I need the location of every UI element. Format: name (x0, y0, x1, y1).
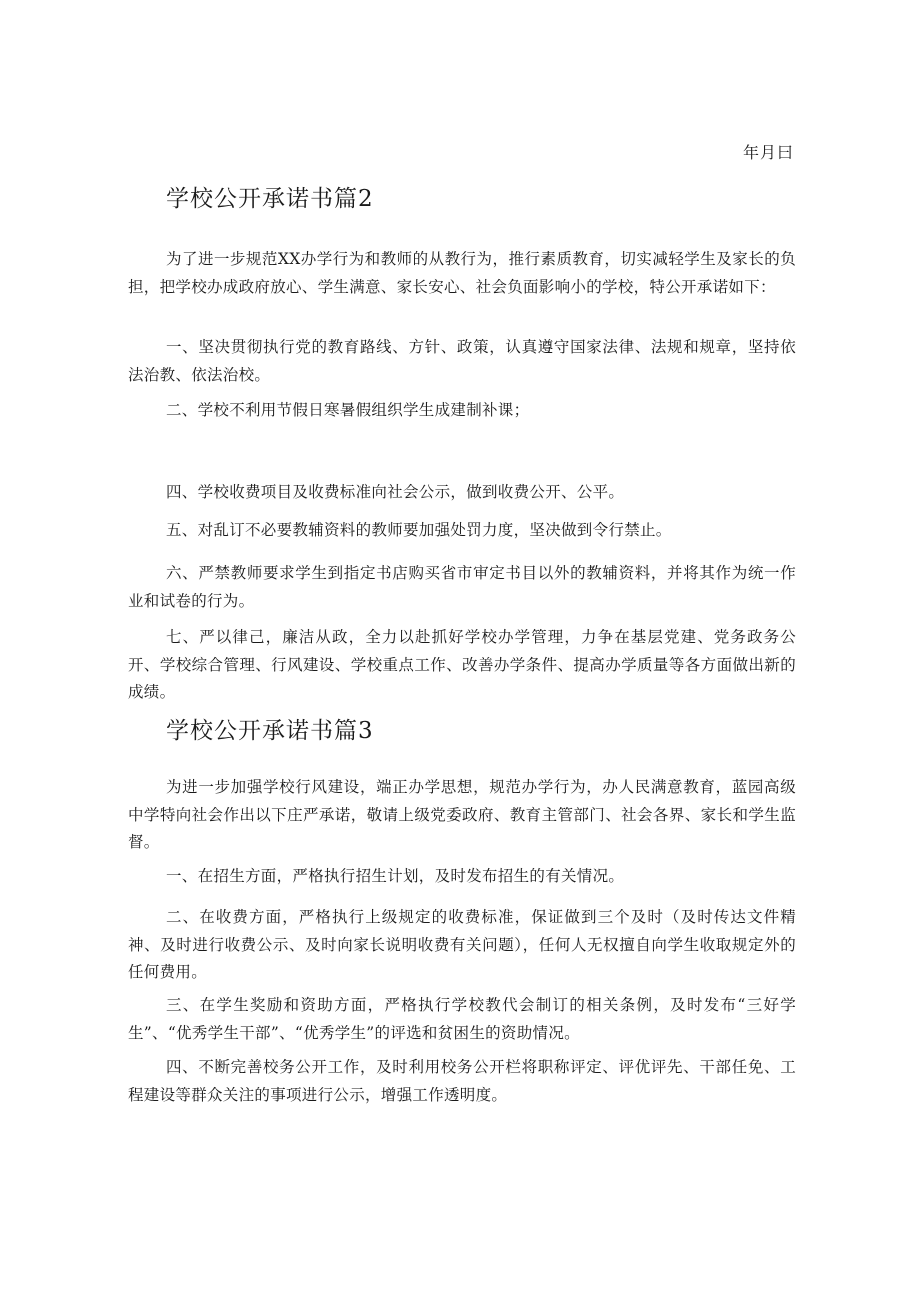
section-3-item-3: 三、在学生奖励和资助方面，严格执行学校教代会制订的相关条例，及时发布“三好学生”、“优秀学生干部”、“优秀学生”的评选和贫困生的资助情况。 (128, 996, 796, 1042)
date-line: 年月曰 (742, 143, 794, 162)
section-2-intro: 为了进一步规范XX办学行为和教师的从教行为，推行素质教育，切实减轻学生及家长的负担，把学校办成政府放心、学生满意、家长安心、社会负面影响小的学校，特公开承诺如下： (128, 250, 796, 296)
section-2-title: 学校公开承诺书篇2 (166, 186, 374, 212)
section-3-item-2: 二、在收费方面，严格执行上级规定的收费标准，保证做到三个及时（及时传达文件精神、及时进行收费公示、及时向家长说明收费有关问题），任何人无权擅自向学生收取规定外的任何费用。 (128, 908, 796, 981)
section-3-item-1: 一、在招生方面，严格执行招生计划，及时发布招生的有关情况。 (166, 867, 625, 885)
section-2-item-5: 五、对乱订不必要教辅资料的教师要加强处罚力度，坚决做到令行禁止。 (166, 521, 672, 539)
section-3-title: 学校公开承诺书篇3 (166, 718, 374, 744)
section-3-intro: 为进一步加强学校行风建设，端正办学思想，规范办学行为，办人民满意教育，蓝园高级中学特向社会作出以下庄严承诺，敬请上级党委政府、教育主管部门、社会各界、家长和学生监督。 (128, 778, 796, 851)
section-2-item-7: 七、严以律己，廉洁从政，全力以赴抓好学校办学管理，力争在基层党建、党务政务公开、学校综合管理、行风建设、学校重点工作、改善办学条件、提高办学质量等各方面做出新的成绩。 (128, 628, 796, 701)
section-2-item-1: 一、坚决贯彻执行党的教育路线、方针、政策，认真遵守国家法律、法规和规章，坚持依法治教、依法治校。 (128, 338, 796, 384)
section-3-item-4: 四、不断完善校务公开工作，及时利用校务公开栏将职称评定、评优评先、干部任免、工程建设等群众关注的事项进行公示，增强工作透明度。 (128, 1058, 796, 1104)
section-2-item-4: 四、学校收费项目及收费标准向社会公示，做到收费公开、公平。 (166, 483, 625, 501)
section-2-item-6: 六、严禁教师要求学生到指定书店购买省市审定书目以外的教辅资料，并将其作为统一作业和试卷的行为。 (128, 564, 796, 610)
section-2-item-2: 二、学校不利用节假日寒暑假组织学生成建制补课； (166, 401, 530, 419)
